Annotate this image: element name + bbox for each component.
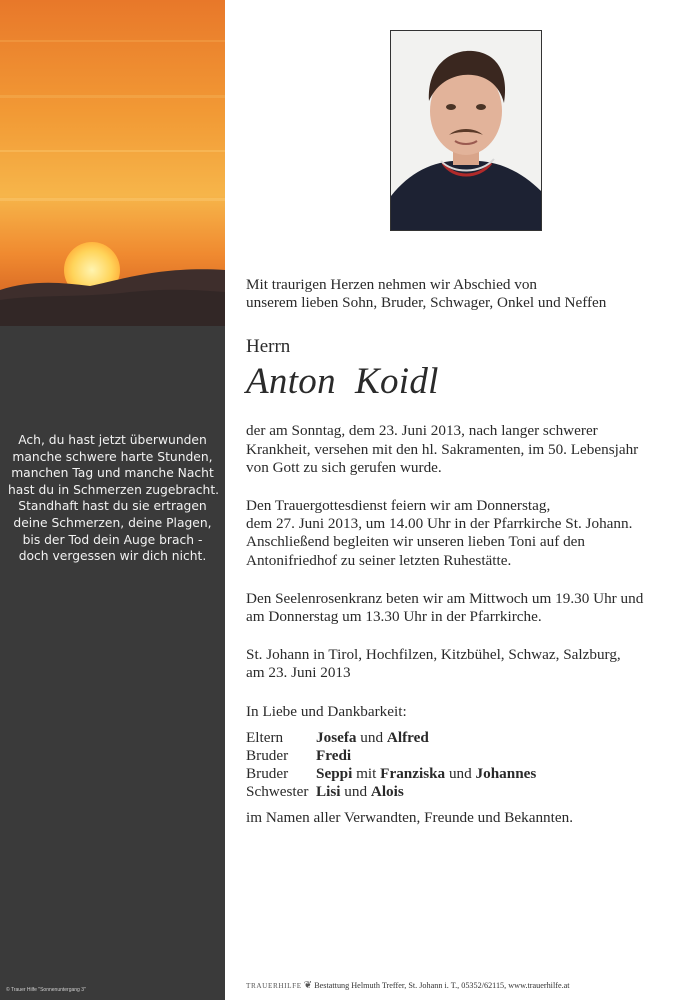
family-name: Seppi <box>316 764 353 782</box>
relation-label: Bruder <box>246 764 289 782</box>
family-joiner: und <box>360 728 384 746</box>
place-date <box>246 646 666 682</box>
funeral-line: dem 27. Juni 2013, um 14.00 Uhr in der Pfarrkirche St. Johann. <box>246 515 633 533</box>
death-notice-line: der am Sonntag, dem 23. Juni 2013, nach langer schwerer <box>246 422 598 440</box>
rosary-line: Den Seelenrosenkranz beten wir am Mittwoch um 19.30 Uhr und <box>246 589 644 607</box>
poem-line: bis der Tod dein Auge brach - <box>22 532 203 547</box>
footer-text: Bestattung Helmuth Treffer, St. Johann i. T., 05352/62115, www.trauerhilfe.at <box>314 981 570 990</box>
date-line: am 23. Juni 2013 <box>246 664 351 682</box>
thanks-line: In Liebe und Dankbarkeit: <box>246 702 407 720</box>
poem-line: Ach, du hast jetzt überwunden <box>18 433 207 447</box>
image-credit: © Trauer Hilfe "Sonnenuntergang 3" <box>6 987 86 993</box>
family-joiner: mit <box>356 764 377 782</box>
funeral-info <box>246 497 666 570</box>
funeral-line: Anschließend begleiten wir unseren lieben Toni auf den <box>246 533 586 551</box>
closing-line: im Namen aller Verwandten, Freunde und Bekannten. <box>246 808 573 826</box>
footer <box>246 980 686 991</box>
feather-icon: ❦ <box>303 980 313 991</box>
death-notice-line: Krankheit, versehen mit den hl. Sakramenten, im 50. Lebensjahr <box>246 440 639 458</box>
family-name: Fredi <box>316 746 352 764</box>
family-name: Josefa <box>316 728 357 746</box>
intro-line: unserem lieben Sohn, Bruder, Schwager, Onkel und Neffen <box>246 294 607 312</box>
family-joiner: und <box>344 782 368 800</box>
family-names <box>316 729 536 747</box>
poem-line: Standhaft hast du sie ertragen <box>18 499 207 514</box>
intro-line: Mit traurigen Herzen nehmen wir Abschied von <box>246 276 538 293</box>
family-names <box>316 747 536 765</box>
notice-content <box>246 276 666 827</box>
family-row <box>246 783 536 801</box>
family-joiner: und <box>448 764 472 782</box>
death-notice-line: von Gott zu sich gerufen wurde. <box>246 458 442 476</box>
family-row <box>246 729 536 747</box>
death-notice <box>246 422 666 477</box>
poem-line: hast du in Schmerzen zugebracht. <box>8 482 220 497</box>
family-name: Alois <box>370 782 404 800</box>
family-names <box>316 783 536 801</box>
portrait-photo <box>390 30 542 231</box>
deceased-name: Anton Koidl <box>246 361 439 403</box>
intro-text <box>246 276 666 312</box>
brand-logo: TRAUERHILFE <box>246 982 302 990</box>
poem <box>8 432 220 565</box>
family-name: Alfred <box>386 728 429 746</box>
family-list <box>246 729 536 801</box>
family-names <box>316 765 536 783</box>
poem-line: manche schwere harte Stunden, <box>12 449 213 464</box>
relation-label: Bruder <box>246 746 289 764</box>
salutation: Herrn <box>246 336 291 358</box>
sunset-image <box>0 0 225 326</box>
poem-line: doch vergessen wir dich nicht. <box>18 549 207 564</box>
sidebar <box>0 0 225 1000</box>
place-line: St. Johann in Tirol, Hochfilzen, Kitzbühel, Schwaz, Salzburg, <box>246 646 621 664</box>
family-name: Franziska <box>380 764 446 782</box>
rosary-info <box>246 590 666 626</box>
funeral-line: Den Trauergottesdienst feiern wir am Donnerstag, <box>246 497 551 515</box>
family-name: Lisi <box>316 782 341 800</box>
family-row <box>246 765 536 783</box>
poem-line: manchen Tag und manche Nacht <box>11 466 214 481</box>
relation-label: Schwester <box>246 782 309 800</box>
family-row <box>246 747 536 765</box>
family-name: Johannes <box>475 764 537 782</box>
relation-label: Eltern <box>246 728 284 746</box>
rosary-line: am Donnerstag um 13.30 Uhr in der Pfarrkirche. <box>246 608 542 626</box>
poem-line: deine Schmerzen, deine Plagen, <box>13 515 212 530</box>
funeral-line: Antonifriedhof zu seiner letzten Ruhestätte. <box>246 551 512 569</box>
